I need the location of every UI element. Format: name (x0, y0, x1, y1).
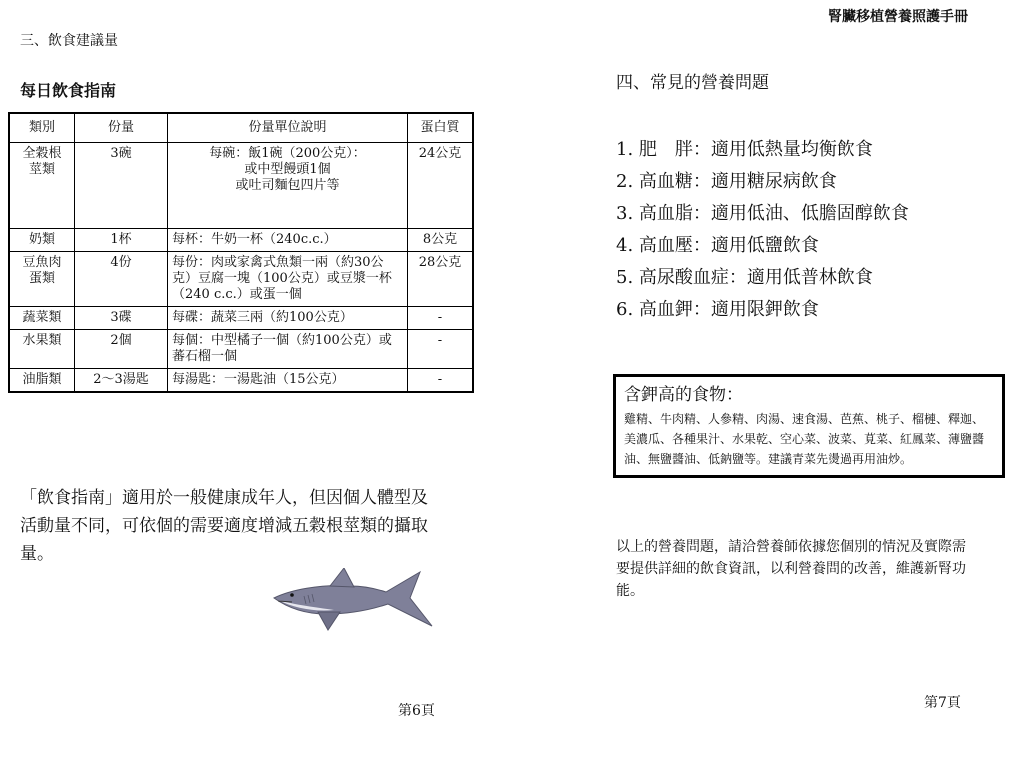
row-description: 每個：中型橘子一個（約100公克）或蕃石榴一個 (168, 330, 408, 369)
diet-guide-heading: 每日飲食指南 (20, 81, 117, 100)
potassium-box-body: 雞精、牛肉精、人參精、肉湯、速食湯、芭蕉、桃子、榴槤、釋迦、美濃瓜、各種果汁、水果乾、空心菜、波菜、莧菜、紅鳳菜、薄鹽醬油、無鹽醬油、低鈉鹽等。建議青菜先燙過再用油炒。 (624, 412, 985, 466)
row-amount: 2個 (75, 330, 168, 369)
diet-guide-note: 「飲食指南」適用於一般健康成年人，但因個人體型及活動量不同，可依個的需要適度增減五穀根莖類的攝取量。 (20, 488, 428, 564)
header-description: 份量單位說明 (168, 113, 408, 143)
row-description: 每份：肉或家禽式魚類一兩（約30公克）豆腐一塊（100公克）或豆漿一杯（240 c.c.）或蛋一個 (168, 252, 408, 307)
closing-note: 以上的營養問題，請洽營養師依據您個別的情況及實際需要提供詳細的飲食資訊，以利營養問的改善，維護新腎功能。 (616, 539, 966, 599)
header-category: 類別 (9, 113, 75, 143)
table-row (9, 369, 473, 393)
row-protein: - (408, 369, 474, 393)
row-protein: 8公克 (408, 229, 474, 252)
table-row (9, 229, 473, 252)
row-category: 蔬菜類 (9, 307, 75, 330)
nutrition-problems-list (616, 134, 976, 326)
table-row (9, 307, 473, 330)
table-row (9, 252, 473, 307)
header-amount: 份量 (75, 113, 168, 143)
row-category: 奶類 (9, 229, 75, 252)
list-item: 5. 高尿酸血症：適用低普林飲食 (616, 267, 873, 288)
row-amount: 2～3湯匙 (75, 369, 168, 393)
diet-guide-table (8, 112, 474, 393)
shark-icon (270, 568, 440, 632)
list-item: 2. 高血糖：適用糖尿病飲食 (616, 171, 837, 192)
high-potassium-foods-box (613, 374, 1005, 478)
row-amount: 1杯 (75, 229, 168, 252)
row-amount: 3碗 (75, 143, 168, 229)
handbook-title: 腎臟移植營養照護手冊 (828, 9, 968, 25)
potassium-box-title: 含鉀高的食物： (624, 385, 743, 405)
row-description: 每碟：蔬菜三兩（約100公克） (168, 307, 408, 330)
row-category: 水果類 (9, 330, 75, 369)
row-category: 油脂類 (9, 369, 75, 393)
list-item: 4. 高血壓：適用低鹽飲食 (616, 235, 819, 256)
page-number-left: 第6頁 (398, 703, 435, 719)
row-description: 每湯匙：一湯匙油（15公克） (168, 369, 408, 393)
row-description: 每碗：飯1碗（200公克）： 或中型饅頭1個 或吐司麵包四片等 (168, 143, 408, 229)
row-protein: 28公克 (408, 252, 474, 307)
row-amount: 4份 (75, 252, 168, 307)
list-item: 1. 肥 胖：適用低熱量均衡飲食 (616, 139, 873, 160)
table-header-row (9, 113, 473, 143)
table-row (9, 330, 473, 369)
table-row (9, 143, 473, 229)
row-category: 全穀根 莖類 (9, 143, 75, 229)
row-description: 每杯：牛奶一杯（240c.c.） (168, 229, 408, 252)
nutrition-problems-heading: 四、常見的營養問題 (616, 73, 769, 93)
row-amount: 3碟 (75, 307, 168, 330)
header-protein: 蛋白質 (408, 113, 474, 143)
list-item: 6. 高血鉀：適用限鉀飲食 (616, 299, 819, 320)
row-category: 豆魚肉 蛋類 (9, 252, 75, 307)
list-item: 3. 高血脂：適用低油、低膽固醇飲食 (616, 203, 909, 224)
row-protein: 24公克 (408, 143, 474, 229)
row-protein: - (408, 330, 474, 369)
row-protein: - (408, 307, 474, 330)
section-title: 三、飲食建議量 (20, 33, 118, 49)
page-number-right: 第7頁 (924, 695, 961, 711)
